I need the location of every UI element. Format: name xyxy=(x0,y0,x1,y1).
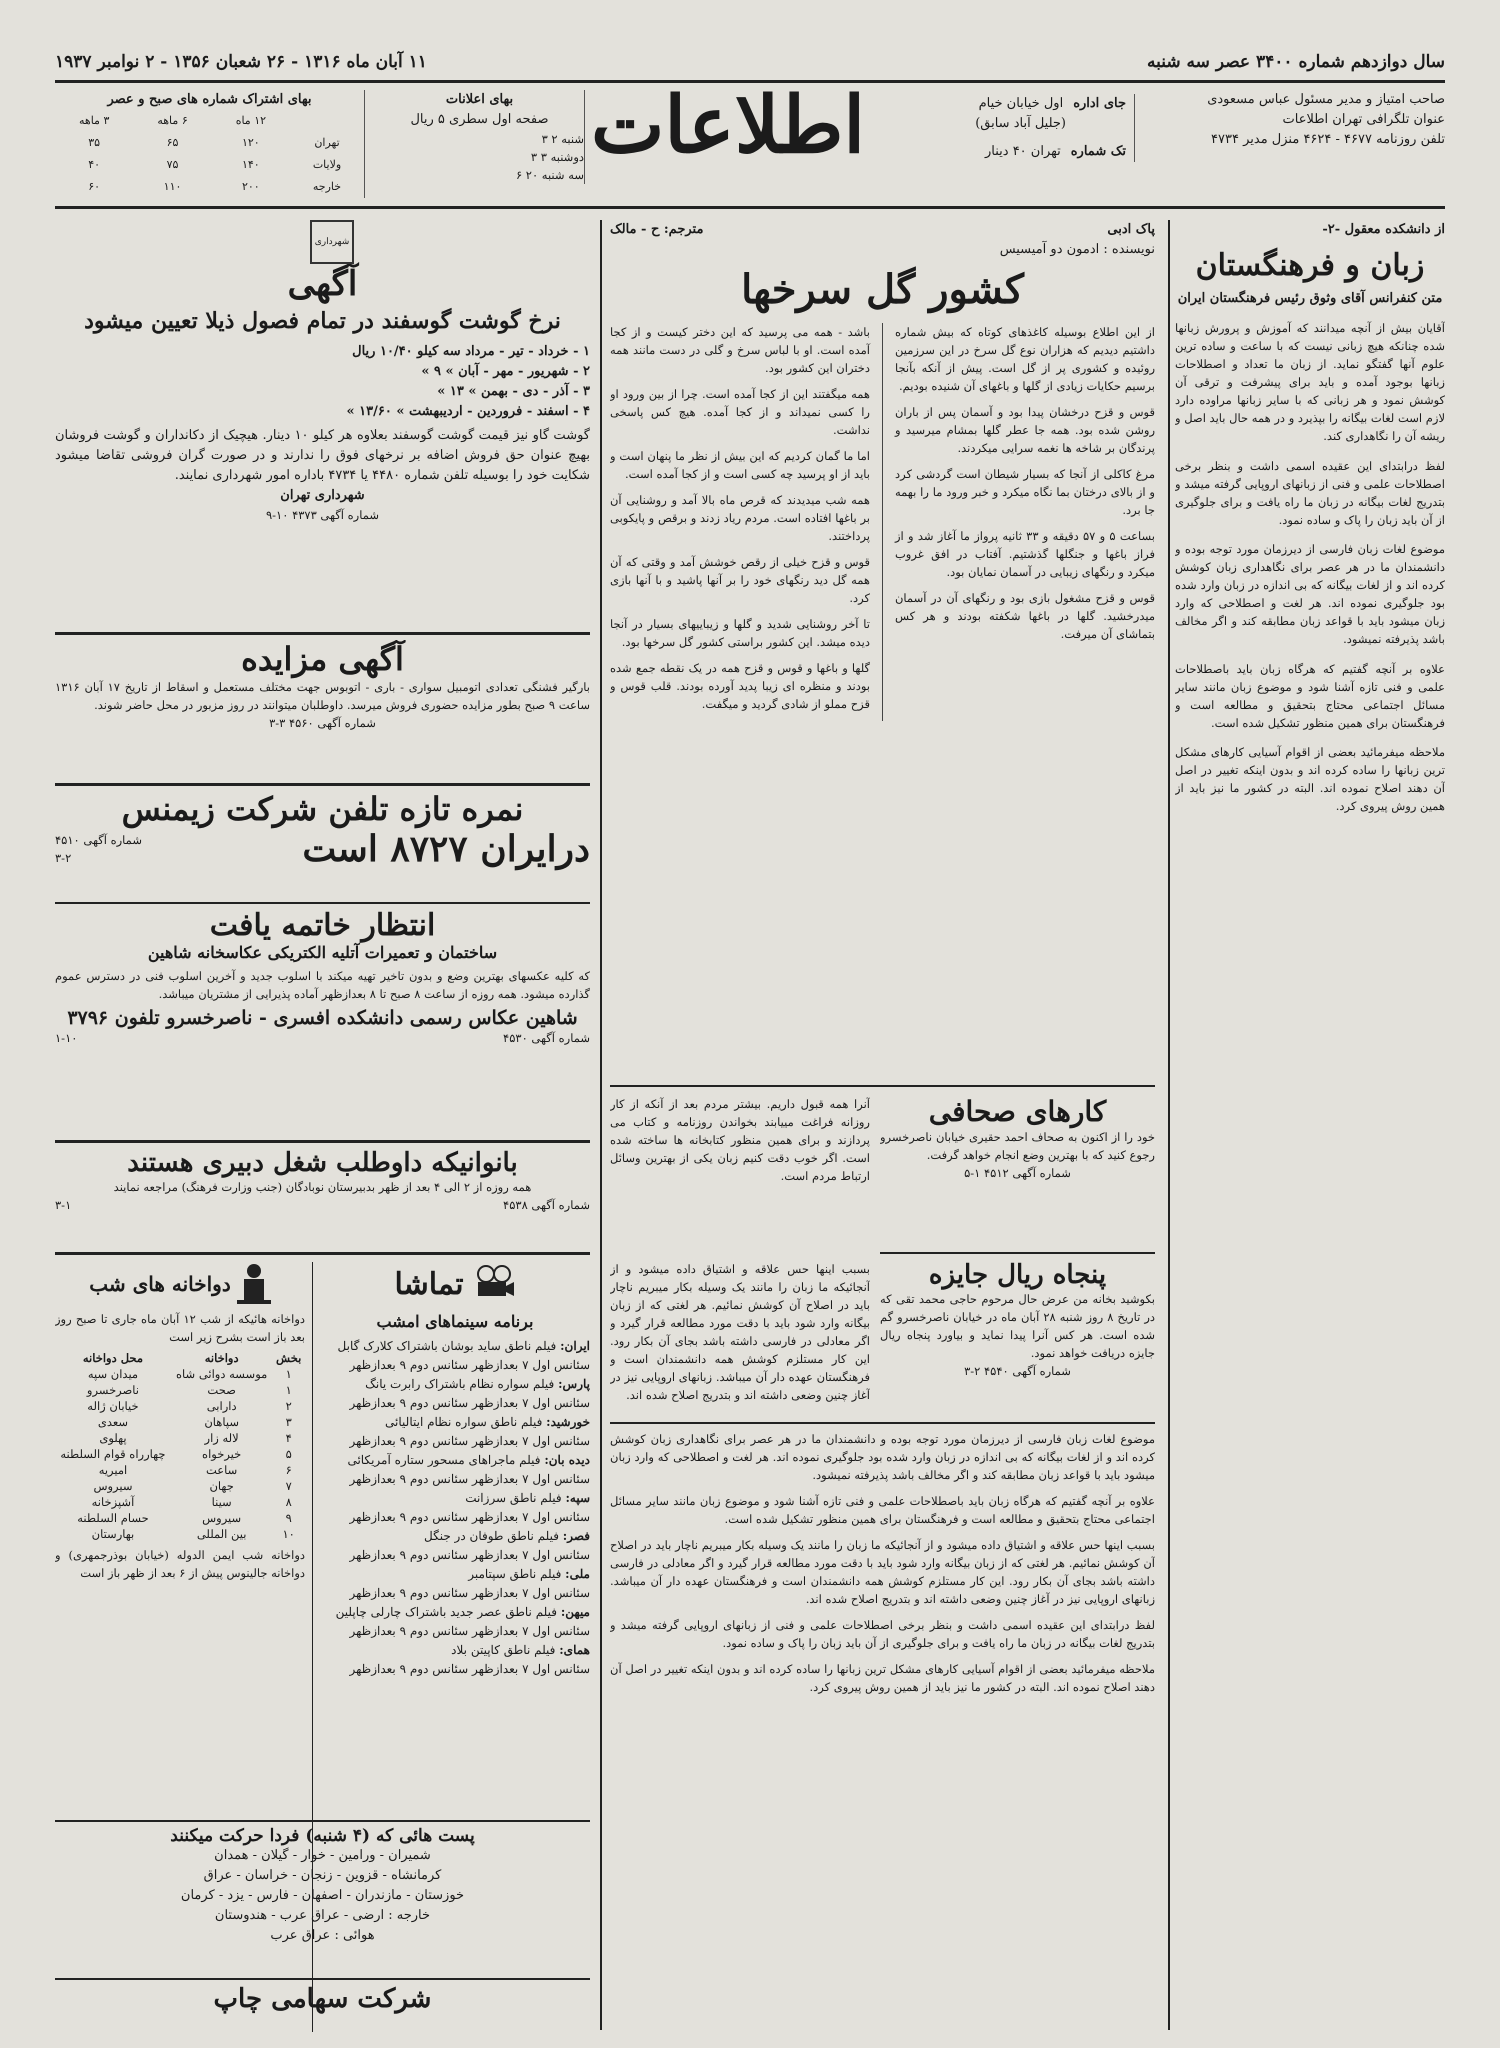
price-row: ۱ - خرداد - تیر - مرداد سه کیلو ۱۰/۴۰ ریال xyxy=(352,344,590,359)
cell: میدان سپه xyxy=(87,1367,139,1381)
issue-date: ۱۱ آبان ماه ۱۳۱۶ - ۲۶ شعبان ۱۳۵۶ - ۲ نوامبر ۱۹۳۷ xyxy=(55,52,427,72)
cell: پهلوی xyxy=(99,1431,127,1445)
subs-title: بهای اشتراک شماره های صبح و عصر xyxy=(107,92,312,107)
pharmacy-title: دواخانه های شب xyxy=(89,1272,231,1296)
article-continuation xyxy=(610,1430,1155,2030)
cinema-name: میهن: xyxy=(560,1605,590,1619)
ad-body: که کلیه عکسهای بهترین وضع و بدون تاخیر تهیه میکند با اسلوب جدید و آخرین اسلوب فنی در دسترس عموم گذارده میشود. همه روزه از ساعت ۸ صبح تا ۸ بعدازظهر آماده پذیرایی از مشتریان میباشد. xyxy=(55,969,590,1001)
paragraph: تا آخر روشنایی شدید و گلها و زیباییهای بسیار در آنجا دیده میشد. این کشور براستی کشور گل سرخها بود. xyxy=(610,617,870,649)
col-header: محل دواخانه xyxy=(82,1351,144,1365)
table-row xyxy=(55,1526,305,1542)
paragraph: بساعت ۵ و ۵۷ دقیقه و ۳۳ ثانیه پرواز ما آغاز شد و از فراز باغها و جنگلها گذشتیم. آفتاب در افق غروب میکرد و رنگهای زیبایی در آسمان نمایان بود. xyxy=(894,529,1155,579)
subs-col: ۱۲ ماه xyxy=(235,114,267,127)
column-text xyxy=(610,1095,870,1250)
ad-ref-row xyxy=(55,1029,590,1047)
cinema-entry xyxy=(320,1641,590,1679)
section-rule xyxy=(55,1140,590,1143)
cinema-film: فیلم ماجراهای مسحور ستاره آمریکائی xyxy=(347,1453,541,1467)
ad-sign: شهرداری تهران xyxy=(280,488,365,503)
table-row xyxy=(55,1510,305,1526)
pharmacy-intro: دواخانه هائیکه از شب ۱۲ آبان ماه جاری تا صبح روز بعد باز است بشرح زیر است xyxy=(55,1312,305,1344)
cinema-entry xyxy=(320,1565,590,1603)
post-line: شمیران - ورامین - خوار - گیلان - همدان xyxy=(214,1848,431,1863)
subs-cell: خارجه xyxy=(312,180,342,193)
article-language xyxy=(1175,220,1445,2030)
office-sub: (جلیل آباد سابق) xyxy=(975,116,1066,131)
ad-auction xyxy=(55,640,590,780)
cell: سینا xyxy=(211,1495,232,1509)
cell: ۷ xyxy=(285,1479,292,1493)
ad-ref: شماره آگهی ۴۵۱۰ xyxy=(55,833,142,847)
pharmacy-header xyxy=(55,1262,305,1306)
cell: سپاهان xyxy=(204,1415,239,1429)
ad-count: ۳-۲ xyxy=(55,851,72,865)
section-label: از دانشکده معقول -۲- xyxy=(1322,222,1445,237)
subs-cell: ۷۵ xyxy=(166,158,179,171)
paragraph: لفظ درابتدای این عقیده اسمی داشت و بنظر برخی اصطلاحات علمی و فنی از زبانهای اروپایی گرفته میشد و بتدریج لغات بیگانه در زبان ما راه یافت و برای جلوگیری از آن باید زبان را پاک و ساده نمود. xyxy=(1175,458,1445,527)
cinema-film: فیلم ناطق سرزانت xyxy=(465,1491,562,1505)
cell: دارابی xyxy=(206,1399,237,1413)
post-line: هوائی : عراق عرب xyxy=(270,1928,375,1943)
article-subtitle: متن کنفرانس آقای وثوق رئیس فرهنگستان ایران xyxy=(1177,291,1443,306)
col-divider xyxy=(600,220,602,2030)
newspaper-title: اطلاعات xyxy=(590,80,865,171)
masthead xyxy=(55,80,1445,204)
paragraph: لفظ درابتدای این عقیده اسمی داشت و بنظر برخی اصطلاحات علمی و فنی از زبانهای اروپایی گرفته میشد و بتدریج لغات بیگانه در زبان ما راه یافت و برای جلوگیری از آن باید زبان را پاک و ساده نمود. xyxy=(610,1618,1155,1650)
ad-title: آگهی مزایده xyxy=(241,640,404,678)
cinema-name: ایران: xyxy=(560,1339,590,1353)
paragraph: باشد - همه می پرسید که این دختر کیست و از کجا آمده است. او با لباس سرخ و گلی در دست مانند همه دختران این کشور بود. xyxy=(610,325,870,375)
paragraph: آقایان بیش از آنچه میدانند که آموزش و پرورش زبانها شده چنانکه هیچ زبانی نیست که با ساعت و ساده ترین علوم آنها گفتگو نماید. از زبان ما تعداد و اصطلاحات زبانها بوجود آمده و باید برای پیشرفت و ترقی آن کوشش نمود و هر زبانی که با سایر زبانها مراوده دارد لازم است لغات بیگانه را بپذیرد و در همه حال باید اصل و ریشه آن را نگاهداری کند. xyxy=(1175,321,1445,443)
price-row: ۳ - آذر - دی - بهمن » ۱۳ » xyxy=(437,384,590,399)
pharmacy-note: دواخانه شب ایمن الدوله (خیابان بوذرجمهری) و دواخانه جالینوس پیش از ۶ بعد از ظهر باز است xyxy=(55,1548,305,1580)
phones: تلفن روزنامه ۴۶۷۷ - ۴۶۲۴ منزل مدیر ۴۷۳۴ xyxy=(1211,132,1445,147)
ad-title: پنجاه ریال جایزه xyxy=(928,1260,1107,1290)
subs-cell: ۱۲۰ xyxy=(241,136,260,149)
price-row: ۴ - اسفند - فروردین - اردیبهشت » ۱۳/۶۰ » xyxy=(346,404,590,419)
ad-title: انتظار خاتمه یافت xyxy=(209,908,436,943)
ad-ref: شماره آگهی ۴۳۷۳ ۱۰-۹ xyxy=(265,508,380,522)
issue-info: سال دوازدهم شماره ۳۴۰۰ عصر سه شنبه xyxy=(1147,52,1445,72)
post-departures xyxy=(55,1826,590,1976)
subs-cell: ۶۵ xyxy=(166,136,179,149)
ad-line: نمره تازه تلفن شرکت زیمنس xyxy=(121,790,524,828)
paragraph: همه شب میدیدند که قرص ماه بالا آمد و روشنایی آن بر باغها افتاده است. مردم ریاد زدند و برقص و پایکوبی پرداختند. xyxy=(610,493,870,543)
section-rule xyxy=(610,1085,1155,1087)
cinema-name: دیده بان: xyxy=(544,1453,590,1467)
section-rule xyxy=(55,632,590,635)
ad-ref-row xyxy=(55,1196,590,1214)
ad-ref: شماره آگهی ۴۵۳۰ xyxy=(503,1031,590,1045)
pharmacist-icon xyxy=(237,1262,271,1306)
cell: خیرخواه xyxy=(202,1447,242,1461)
paragraph: موضوع لغات زبان فارسی از دیرزمان مورد توجه بوده و دانشمندان ما در هر عصر برای نگاهداری زبان کوشش کرده اند و از لغات بیگانه که بی اندازه در زبان وارد شده بود جلوگیری نموده اند. هر لغت و اصطلاحی که وارد زبان میشود باید با قواعد زبان مطابقه کند و اگر مخالف باشد پذیرفته نمیشود. xyxy=(610,1432,1155,1482)
column-text-cont xyxy=(610,1260,870,1415)
price: تهران ۴۰ دینار xyxy=(985,144,1061,159)
cell: ۶ xyxy=(285,1463,292,1477)
table-row xyxy=(55,1398,305,1414)
cinema-time: سئانس اول ۷ بعدازظهر سئانس دوم ۹ بعدازظهر xyxy=(349,1510,590,1524)
cinema-time: سئانس اول ۷ بعدازظهر سئانس دوم ۹ بعدازظهر xyxy=(349,1358,590,1372)
paragraph: آنرا همه قبول داریم. بیشتر مردم بعد از آنکه از کار روزانه فراغت مییابند بخواندن روزنامه و کتاب می پردازند و برای همین منظور کتابخانه ها ساخته شده است. اگر خوب دقت کنیم زبان یکی از بهترین وسائل ارتباط مردم است. xyxy=(610,1097,870,1183)
post-line: خوزستان - مازندران - اصفهان - فارس - یزد - کرمان xyxy=(180,1888,465,1903)
post-title: پست هائی که (۴ شنبه) فردا حرکت میکنند xyxy=(170,1826,475,1846)
subs-cell: ۴۰ xyxy=(88,158,101,171)
col-header: بخش xyxy=(276,1351,302,1365)
ads-row: دوشنبه ۳ ۳ xyxy=(530,150,584,164)
printer-name: شرکت سهامی چاپ xyxy=(213,1984,432,2014)
paragraph: قوس و قزح مشغول بازی بود و رنگهای آن در آسمان میدرخشید. گلها در باغها شکفته بودند و هر کس بتماشای آن میرفت. xyxy=(894,591,1155,641)
cell: لاله زار xyxy=(204,1431,239,1445)
cinema-name: سپه: xyxy=(565,1491,590,1505)
cinema-header-title: تماشا xyxy=(394,1266,464,1302)
cell: صحت xyxy=(207,1383,236,1397)
cinema-name: فصر: xyxy=(562,1529,590,1543)
subs-cell: تهران xyxy=(314,136,340,149)
cinema-entry xyxy=(320,1375,590,1413)
ad-address: شاهین عکاس رسمی دانشکده افسری - ناصرخسرو تلفون ۳۷۹۶ xyxy=(67,1007,578,1029)
col-divider xyxy=(1168,220,1170,2030)
cinema-name: خورشید: xyxy=(546,1415,590,1429)
cell: ساعت xyxy=(206,1463,238,1477)
translator: مترجم: ح - مالک xyxy=(610,222,704,237)
post-line: کرمانشاه - قزوین - زنجان - خراسان - عراق xyxy=(203,1868,442,1883)
ad-photo-studio xyxy=(55,908,590,1138)
ad-ref: شماره آگهی ۴۵۶۰ ۳-۳ xyxy=(269,716,376,730)
ad-meat-price xyxy=(55,220,590,630)
story-title: کشور گل سرخها xyxy=(741,266,1024,313)
cinema-entry xyxy=(320,1451,590,1489)
story-col-right xyxy=(895,323,1155,721)
paragraph: قوس و قزح خیلی از رقص خوشش آمد و وقتی که آن همه گل دید رنگهای خود را بر آنها پاشید و با آنها بازی کرد. xyxy=(610,555,870,605)
ads-row: سه شنبه ۲۰ ۶ xyxy=(515,168,584,182)
section-rule xyxy=(55,1978,590,1980)
cinema-film: فیلم ناطق سپتامبر xyxy=(468,1567,562,1581)
cinema-time: سئانس اول ۷ بعدازظهر سئانس دوم ۹ بعدازظهر xyxy=(349,1586,590,1600)
subs-cell: ۳۵ xyxy=(88,136,101,149)
cinema-time: سئانس اول ۷ بعدازظهر سئانس دوم ۹ بعدازظهر xyxy=(349,1548,590,1562)
cell: خیابان ژاله xyxy=(87,1399,139,1413)
table-row xyxy=(55,1414,305,1430)
cell: چهارراه قوام السلطنه xyxy=(60,1447,166,1461)
cell: حسام السلطنه xyxy=(77,1511,149,1525)
cell: ۹ xyxy=(285,1511,292,1525)
subs-cell: ۶۰ xyxy=(88,180,101,193)
paragraph: علاوه بر آنچه گفتیم که هرگاه زبان باید باصطلاحات علمی و فنی تازه آشنا شود و موضوع زبان مانند سایر مسائل اجتماعی محتاج بتحقیق و مطالعه است و فرهنگستان برای همین منظور تشکیل شده است. xyxy=(1175,661,1445,730)
cinema-film: فیلم ناطق طوفان در جنگل xyxy=(423,1529,559,1543)
ad-body: بارگیر فشنگی تعدادی اتومبیل سواری - باری - اتوبوس جهت مختلف مستعمل و اسقاط از تاریخ ۱۷ آبان ۱۳۱۶ ساعت ۹ صبح بطور مزایده حضوری فروش میرسد. داوطلبان میتوانند در روز مزبور در محل حاضر شوند. xyxy=(55,680,590,712)
office-label: جای اداره xyxy=(1073,96,1126,111)
paragraph: مرغ کاکلی از آنجا که بسیار شیطان است گردشی کرد و از بالای درختان بما نگاه میکرد و خبر ورود ما را بهمه جا برد. xyxy=(894,467,1155,517)
ad-ref: شماره آگهی ۴۵۱۲ ۱-۵ xyxy=(964,1166,1071,1180)
issue-line xyxy=(55,52,1445,78)
story-columns xyxy=(610,323,1155,721)
ads-rates xyxy=(375,90,585,184)
paragraph: ملاحظه میفرمائید بعضی از اقوام آسیایی کارهای مشکل ترین زبانها را ساده کرده اند و بدون اینکه تغییر در اصل آن دهند اصلاح نموده اند. البته در کشور ما نیز باید از همین روش پیروی کرد. xyxy=(610,1662,1155,1694)
telegraph: عنوان تلگرافی تهران اطلاعات xyxy=(1282,112,1445,127)
ad-title: آگهی xyxy=(287,264,358,304)
section-rule xyxy=(880,1252,1155,1254)
col-header: دواخانه xyxy=(204,1351,239,1365)
subs-cell: ۱۴۰ xyxy=(241,158,260,171)
ad-bindery xyxy=(880,1095,1155,1245)
ads-line: صفحه اول سطری ۵ ریال xyxy=(410,112,549,127)
ad-line: درایران ۸۷۲۷ است xyxy=(302,828,590,870)
cinema-name: پارس: xyxy=(558,1377,590,1391)
paragraph: قوس و قزح درخشان پیدا بود و آسمان پس از باران روشن شده بود. همه جا عطر گلها بمشام میرسید و پرندگان بر شاخه ها نغمه سرایی میکردند. xyxy=(894,405,1155,455)
price-row: ۲ - شهریور - مهر - آبان » ۹ » xyxy=(421,364,590,379)
cinema-header xyxy=(320,1262,590,1306)
cinema-title: برنامه سینماهای امشب xyxy=(376,1312,534,1331)
cell: آشپزخانه xyxy=(91,1495,135,1509)
ad-title: بانوانیکه داوطلب شغل دبیری هستند xyxy=(127,1148,518,1178)
cell: ۱۰ xyxy=(282,1527,295,1541)
table-row xyxy=(55,1382,305,1398)
table-row xyxy=(55,1478,305,1494)
cinema-time: سئانس اول ۷ بعدازظهر سئانس دوم ۹ بعدازظهر xyxy=(349,1624,590,1638)
subs-col: ۳ ماهه xyxy=(79,114,110,127)
cinema-entry xyxy=(320,1337,590,1375)
table-row xyxy=(55,1462,305,1478)
emblem-icon: شهرداری xyxy=(310,220,354,264)
cell: جهان xyxy=(209,1479,234,1493)
ad-siemens xyxy=(55,790,590,900)
subs-cell: ۱۱۰ xyxy=(163,180,182,193)
cell: امیریه xyxy=(98,1463,128,1477)
paragraph: گلها و باغها و قوس و قزح همه در یک نقطه جمع شده بودند و منظره ای زیبا پدید آورده بودند. قلب قوس و قزح مملو از شادی گردید و میگفت. xyxy=(610,661,870,711)
cinema-entry xyxy=(320,1489,590,1527)
section-rule xyxy=(55,1252,590,1255)
subs-cell: ۲۰۰ xyxy=(241,180,260,193)
article-title: زبان و فرهنگستان xyxy=(1195,248,1425,283)
pharmacy-table xyxy=(55,1350,305,1542)
cinema-time: سئانس اول ۷ بعدازظهر سئانس دوم ۹ بعدازظهر xyxy=(349,1396,590,1410)
cinema-film: فیلم ناطق سواره نظام ایتالیائی xyxy=(385,1415,543,1429)
paragraph: موضوع لغات زبان فارسی از دیرزمان مورد توجه بوده و دانشمندان ما در هر عصر برای نگاهداری زبان کوشش کرده اند و از لغات بیگانه که بی اندازه در زبان وارد شده بود جلوگیری نموده اند. هر لغت و اصطلاحی که وارد زبان میشود باید با قواعد زبان مطابقه کند و اگر مخالف باشد پذیرفته نمیشود. xyxy=(1175,542,1445,646)
paragraph: ملاحظه میفرمائید بعضی از اقوام آسیایی کارهای مشکل ترین زبانها را ساده کرده اند و بدون اینکه تغییر در اصل آن دهند اصلاح نموده اند. البته در کشور ما نیز باید از همین روش پیروی کرد. xyxy=(1175,745,1445,813)
cell: ۸ xyxy=(285,1495,292,1509)
cell: ۳ xyxy=(285,1415,292,1429)
section-rule xyxy=(55,902,590,904)
paragraph: بسبب اینها حس علاقه و اشتیاق داده میشود و از آنجائیکه ما زبان را مانند یک وسیله بکار میبریم ناچار باید در اصلاح آن کوشش نمائیم. هر لغتی که از زبان بیگانه وارد شود باید با دقت مورد مطالعه قرار گیرد و اگر معادلی در فارسی داشته باشد بجای آن بکار رود. این کار مستلزم کوشش همه دانشمندان است و فرهنگستان عهده دار آن میباشد. زبانهای اروپایی نیز در آغاز چنین وضعی داشته اند و بتدریج اصلاح شده اند. xyxy=(610,1262,870,1402)
story-header xyxy=(610,220,1155,240)
office: اول خیابان خیام xyxy=(978,96,1064,111)
author: نویسنده : ادمون دو آمیسیس xyxy=(999,242,1155,257)
table-row xyxy=(55,1494,305,1510)
cell: بین المللی xyxy=(196,1527,247,1541)
ad-teachers xyxy=(55,1148,590,1248)
office-box xyxy=(875,94,1135,162)
cinema-entry xyxy=(320,1527,590,1565)
cell: ۱ xyxy=(285,1367,292,1381)
paragraph: بسبب اینها حس علاقه و اشتیاق داده میشود و از آنجائیکه ما زبان را مانند یک وسیله بکار میبریم ناچار باید در اصلاح آن کوشش نمائیم. هر لغتی که از زبان بیگانه وارد شود باید با دقت مورد مطالعه قرار گیرد و اگر معادلی در فارسی داشته باشد بجای آن بکار رود. این کار مستلزم کوشش همه دانشمندان است و فرهنگستان عهده دار آن میباشد. زبانهای اروپایی نیز در آغاز چنین وضعی داشته اند و بتدریج اصلاح شده اند. xyxy=(610,1538,1155,1606)
paragraph: اما ما گمان کردیم که این بیش از نظر ما پنهان است و باید از او پرسید چه کسی است و از کجا آمده است. xyxy=(610,449,870,481)
cinema-time: سئانس اول ۷ بعدازظهر سئانس دوم ۹ بعدازظهر xyxy=(349,1662,590,1676)
ad-reward xyxy=(880,1260,1155,1415)
masthead-owner-box xyxy=(1145,90,1445,150)
subs-cell: ولایات xyxy=(312,158,342,171)
subs-table xyxy=(55,110,364,198)
table-row xyxy=(55,1446,305,1462)
cell: موسسه دوائی شاه xyxy=(176,1367,268,1381)
paragraph: همه میگفتند این از کجا آمده است. چرا از بین ورود او را کسی نمیداند و از کجا آمده. هیچ کس پاسخی نداشت. xyxy=(610,387,870,437)
paragraph: از این اطلاع بوسیله کاغذهای کوتاه که بیش شماره داشتیم دیدیم که هزاران نوع گل سرخ در این سرزمین روئیده و کشوری پر از گل است. پیش از آنکه بآنجا برسیم حکایات زیادی از گلها و باغهای آن شنیده بودیم. xyxy=(894,325,1155,393)
cinema-film: فیلم سواره نظام باشتراک رابرت یانگ xyxy=(365,1377,555,1391)
ad-ref-box xyxy=(55,831,142,867)
ad-sub: ساختمان و تعمیرات آتلیه الکتریکی عکاسخانه شاهین xyxy=(147,943,498,962)
ad-body: بکوشید بخانه من عرض حال مرحوم حاجی محمد تقی که در تاریخ ۸ روز شنبه ۲۸ آبان ماه در خیابان ناصرخسرو گم شده است. هر کس آنرا پیدا نماید و بیاورد پنجاه ریال جایزه دریافت خواهد نمود. xyxy=(880,1292,1155,1360)
cinema-time: سئانس اول ۷ بعدازظهر سئانس دوم ۹ بعدازظهر xyxy=(349,1472,590,1486)
cinema-film: فیلم ناطق کاپیتن بلاد xyxy=(451,1643,556,1657)
owner: صاحب امتیاز و مدیر مسئول عباس مسعودی xyxy=(1207,92,1445,107)
cinema-name: همای: xyxy=(559,1643,590,1657)
cell: ۵ xyxy=(285,1447,292,1461)
cell: سیروس xyxy=(93,1479,133,1493)
table-row xyxy=(55,1430,305,1446)
ads-row: شنبه ۲ ۳ xyxy=(541,132,584,146)
cell: ناصرخسرو xyxy=(86,1383,139,1397)
cell: بهارستان xyxy=(91,1527,135,1541)
ad-count: ۳-۱ xyxy=(55,1198,72,1212)
paragraph: علاوه بر آنچه گفتیم که هرگاه زبان باید باصطلاحات علمی و فنی تازه آشنا شود و موضوع زبان مانند سایر مسائل اجتماعی محتاج بتحقیق و مطالعه است و فرهنگستان برای همین منظور تشکیل شده است. xyxy=(610,1494,1155,1526)
section-rule xyxy=(55,1820,590,1822)
price-label: تک شماره xyxy=(1070,144,1126,159)
table-row xyxy=(55,1366,305,1382)
post-line: خارجه : ارضی - عراق عرب - هندوستان xyxy=(214,1908,431,1923)
ad-ref: شماره آگهی ۴۵۳۸ xyxy=(503,1198,590,1212)
subscription-rates xyxy=(55,90,365,198)
ad-title: کارهای صحافی xyxy=(928,1095,1107,1128)
cinema-entry xyxy=(320,1413,590,1451)
cinema-film: فیلم ناطق ساید بوشان باشتراک کلارک گابل xyxy=(337,1339,557,1353)
section-rule xyxy=(55,783,590,786)
cell: ۱ xyxy=(285,1383,292,1397)
section-rule xyxy=(610,1422,1155,1424)
ad-body: همه روزه از ۲ الی ۴ بعد از ظهر بدبیرستان نوبادگان (جنب وزارت فرهنگ) مراجعه نمایند xyxy=(113,1180,532,1194)
ads-title: بهای اعلانات xyxy=(445,92,514,107)
subs-col: ۶ ماهه xyxy=(157,114,188,127)
masthead-rule xyxy=(55,206,1445,209)
cell: سیروس xyxy=(202,1511,242,1525)
ad-ref: شماره آگهی ۴۵۴۰ ۲-۳ xyxy=(964,1364,1071,1378)
ad-body: خود را از اکنون به صحاف احمد حقیری خیابان ناصرخسرو رجوع کنید که با بهترین وضع انجام خواهد گرفت. xyxy=(880,1130,1155,1162)
story-col-left xyxy=(610,323,870,721)
section-label: پاک ادبی xyxy=(1107,222,1155,237)
ad-siemens-row xyxy=(55,828,590,870)
cinema-film: فیلم ناطق عصر جدید باشتراک چارلی چاپلین xyxy=(335,1605,558,1619)
ad-body: گوشت گاو نیز قیمت گوشت گوسفند بعلاوه هر کیلو ۱۰ دینار. هیچیک از دکانداران و گوشت فروشان بهیچ عنوان حق فروش اضافه بر نرخهای فوق را ندارند و در صورت گران فروشی تقاضا میشود شکایت خود را بوسیله تلفن شماره ۴۴۸۰ یا ۴۷۳۴ باداره امور شهرداری نمایند. xyxy=(55,428,590,483)
cinema-name: ملی: xyxy=(565,1567,590,1581)
cell: ۴ xyxy=(285,1431,292,1445)
ad-headline: نرخ گوشت گوسفند در تمام فصول ذیلا تعیین میشود xyxy=(84,308,561,334)
cell: سعدی xyxy=(97,1415,129,1429)
cinema-time: سئانس اول ۷ بعدازظهر سئانس دوم ۹ بعدازظهر xyxy=(349,1434,590,1448)
film-camera-icon xyxy=(472,1262,516,1306)
ad-count: ۱-۱۰ xyxy=(55,1031,78,1045)
story-roses xyxy=(610,220,1155,1100)
cell: ۲ xyxy=(285,1399,292,1413)
cinema-entry xyxy=(320,1603,590,1641)
